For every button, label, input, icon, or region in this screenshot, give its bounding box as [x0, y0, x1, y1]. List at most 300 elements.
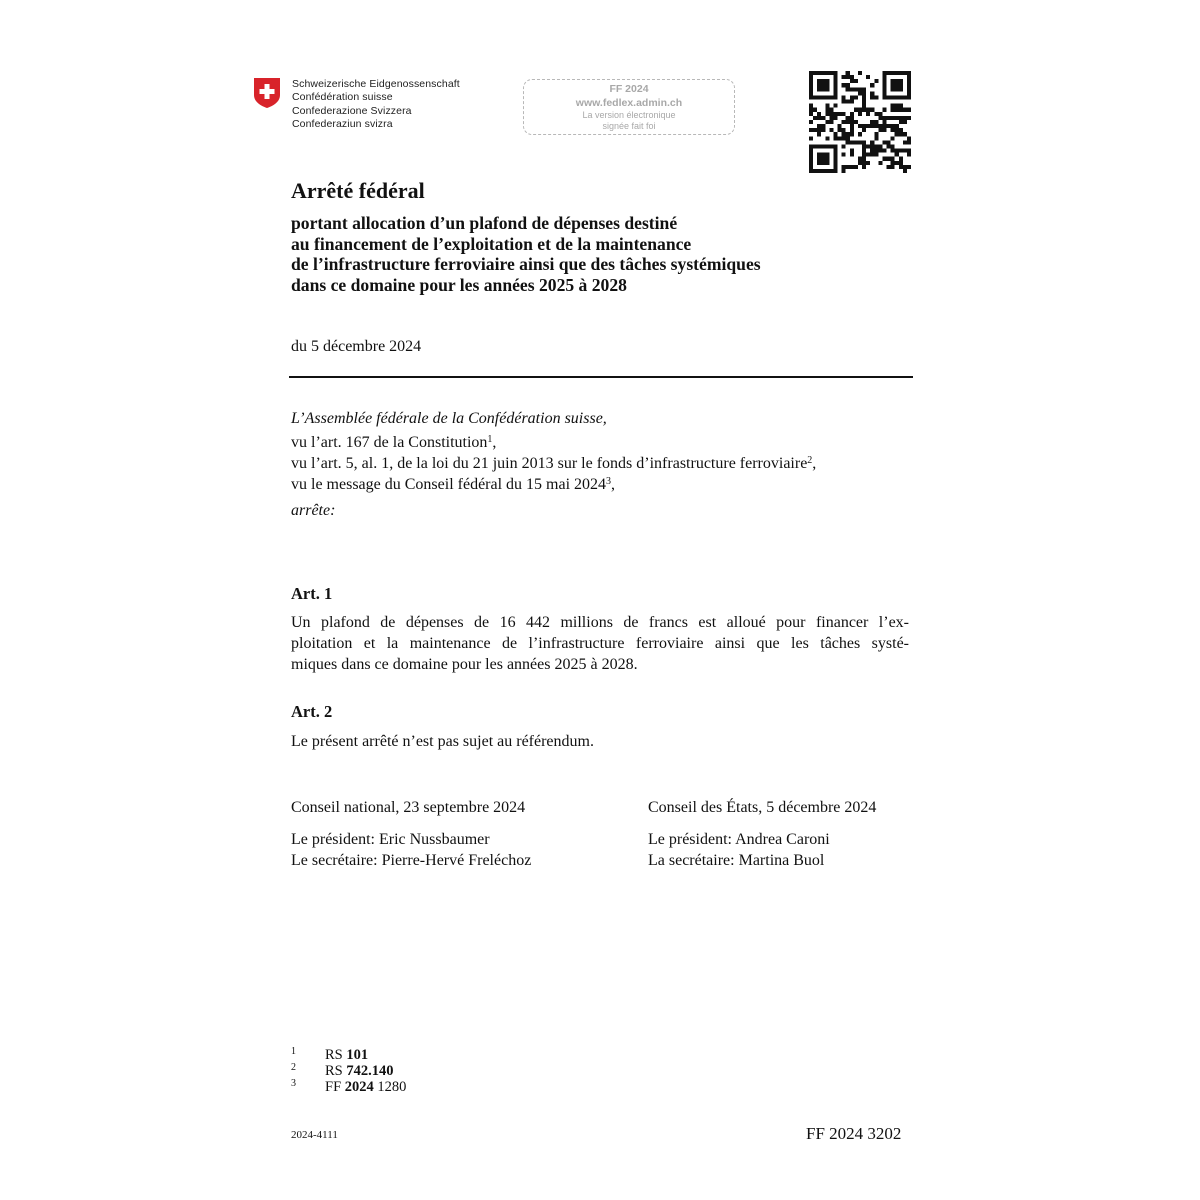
qr-module	[870, 91, 874, 95]
footnote-ref[interactable]: 1	[487, 434, 493, 445]
qr-module	[866, 124, 870, 128]
qr-module	[858, 140, 862, 144]
qr-module	[846, 120, 850, 124]
vu-text: vu l’art. 5, al. 1, de la loi du 21 juin 2013 sur le fonds d’infrastructure ferroviaire	[291, 455, 808, 472]
footnote-prefix: RS	[325, 1063, 347, 1079]
qr-module	[899, 165, 903, 169]
qr-module	[862, 157, 866, 161]
qr-module	[817, 128, 821, 132]
qr-module	[809, 149, 813, 153]
conf-name-rm: Confederaziun svizra	[292, 118, 393, 131]
qr-module	[809, 104, 813, 108]
qr-module	[882, 79, 886, 83]
qr-module	[846, 165, 850, 169]
preamble-assembly: L’Assemblée fédérale de la Confédération suisse,	[291, 410, 607, 427]
qr-module	[829, 144, 833, 148]
qr-module	[825, 144, 829, 148]
qr-module	[854, 120, 858, 124]
qr-module	[833, 165, 837, 169]
qr-module	[887, 140, 891, 144]
qr-module	[866, 75, 870, 79]
document-title: Arrêté fédéral	[291, 178, 425, 203]
subtitle-line: au financement de l’exploitation et de la maintenance	[291, 233, 692, 254]
qr-module	[899, 132, 903, 136]
authenticity-stamp	[523, 79, 735, 135]
qr-module	[809, 144, 813, 148]
vu-end: ,	[611, 476, 616, 493]
qr-module	[809, 95, 813, 99]
qr-module	[833, 169, 837, 173]
conseil-etats-president: Le président: Andrea Caroni	[648, 831, 830, 848]
qr-module	[850, 128, 854, 132]
qr-module	[862, 165, 866, 169]
qr-module	[825, 87, 829, 91]
qr-module	[833, 83, 837, 87]
conseil-national-date: Conseil national, 23 septembre 2024	[291, 799, 526, 816]
qr-module	[907, 95, 911, 99]
qr-module	[878, 124, 882, 128]
qr-module	[874, 120, 878, 124]
qr-module	[833, 104, 837, 108]
qr-module	[850, 149, 854, 153]
conseil-national-president: Le président: Eric Nussbaumer	[291, 831, 490, 848]
conf-name-de: Schweizerische Eidgenossenschaft	[292, 78, 460, 90]
article-line: miques dans ce domaine pour les années 2025 à 2028.	[291, 656, 638, 673]
qr-module	[842, 136, 846, 140]
qr-module	[833, 91, 837, 95]
qr-module	[887, 165, 891, 169]
qr-module	[895, 153, 899, 157]
qr-module	[829, 120, 833, 124]
qr-module	[899, 79, 903, 83]
qr-module	[846, 75, 850, 79]
qr-module	[846, 140, 850, 144]
footnote-text	[325, 1047, 368, 1063]
qr-module	[858, 112, 862, 116]
qr-module	[817, 79, 821, 83]
qr-module	[817, 95, 821, 99]
qr-module	[866, 144, 870, 148]
qr-module	[842, 112, 846, 116]
qr-module	[895, 95, 899, 99]
footnote-text	[325, 1063, 394, 1079]
qr-module	[899, 120, 903, 124]
qr-module	[866, 161, 870, 165]
qr-module	[882, 124, 886, 128]
qr-module	[862, 91, 866, 95]
qr-module	[899, 104, 903, 108]
qr-module	[891, 161, 895, 165]
qr-module	[870, 108, 874, 112]
qr-module	[825, 71, 829, 75]
qr-module	[809, 153, 813, 157]
qr-module	[809, 83, 813, 87]
qr-module	[870, 124, 874, 128]
qr-module	[833, 153, 837, 157]
qr-module	[887, 157, 891, 161]
qr-module	[899, 108, 903, 112]
qr-module	[833, 95, 837, 99]
qr-module	[891, 124, 895, 128]
qr-module	[825, 79, 829, 83]
qr-module	[874, 132, 878, 136]
document-id: 2024-4111	[291, 1129, 338, 1141]
qr-module	[866, 153, 870, 157]
qr-module	[838, 128, 842, 132]
footnote-bold: 101	[346, 1047, 369, 1063]
qr-module	[825, 169, 829, 173]
qr-module	[899, 95, 903, 99]
qr-module	[891, 136, 895, 140]
qr-module	[899, 128, 903, 132]
qr-module	[887, 144, 891, 148]
qr-module	[903, 71, 907, 75]
qr-module	[842, 165, 846, 169]
qr-module	[882, 108, 886, 112]
qr-module	[895, 79, 899, 83]
qr-module	[870, 153, 874, 157]
qr-module	[825, 153, 829, 157]
qr-module	[833, 149, 837, 153]
stamp-ff: FF 2024	[609, 83, 649, 95]
qr-module	[903, 165, 907, 169]
qr-module	[817, 112, 821, 116]
qr-module	[858, 91, 862, 95]
qr-module	[829, 128, 833, 132]
qr-module	[858, 157, 862, 161]
qr-module	[891, 116, 895, 120]
qr-module	[809, 169, 813, 173]
qr-module	[862, 153, 866, 157]
qr-module	[903, 169, 907, 173]
preamble-vu-law	[291, 453, 816, 474]
qr-module	[907, 71, 911, 75]
qr-module	[821, 87, 825, 91]
article-2-heading: Art. 2	[291, 702, 333, 721]
confederation-names	[292, 78, 460, 132]
qr-module	[854, 165, 858, 169]
qr-module	[821, 116, 825, 120]
stamp-line4: signée fait foi	[602, 121, 656, 131]
preamble-arrete: arrête:	[291, 502, 336, 519]
stamp-url: www.fedlex.admin.ch	[575, 97, 683, 109]
qr-module	[846, 83, 850, 87]
qr-module	[858, 161, 862, 165]
qr-module	[817, 153, 821, 157]
qr-module	[838, 124, 842, 128]
qr-module	[842, 75, 846, 79]
qr-module	[882, 140, 886, 144]
article-2-body: Le présent arrêté n’est pas sujet au référendum.	[291, 733, 594, 750]
qr-module	[895, 71, 899, 75]
qr-module	[895, 132, 899, 136]
qr-module	[882, 83, 886, 87]
qr-module	[850, 79, 854, 83]
qr-module	[874, 95, 878, 99]
qr-module	[817, 132, 821, 136]
qr-module	[858, 87, 862, 91]
conf-name-fr: Confédération suisse	[292, 91, 393, 104]
qr-module	[891, 108, 895, 112]
qr-module	[809, 136, 813, 140]
qr-module	[907, 108, 911, 112]
vu-text: vu l’art. 167 de la Constitution	[291, 434, 488, 451]
qr-module	[882, 87, 886, 91]
qr-module	[891, 79, 895, 83]
qr-module	[870, 95, 874, 99]
qr-module	[907, 79, 911, 83]
qr-module	[842, 120, 846, 124]
qr-module	[878, 149, 882, 153]
preamble-vu-constitution	[291, 432, 496, 453]
qr-module	[882, 157, 886, 161]
qr-module	[821, 79, 825, 83]
qr-module	[895, 104, 899, 108]
qr-module	[833, 161, 837, 165]
footnote-number: 1	[291, 1046, 296, 1057]
qr-module	[809, 112, 813, 116]
qr-module	[874, 112, 878, 116]
article-1-body	[291, 612, 909, 675]
qr-module	[817, 169, 821, 173]
qr-module	[829, 108, 833, 112]
qr-module	[903, 140, 907, 144]
qr-module	[882, 71, 886, 75]
qr-module	[874, 124, 878, 128]
qr-module	[854, 140, 858, 144]
qr-module	[850, 95, 854, 99]
qr-module	[833, 112, 837, 116]
qr-module	[833, 87, 837, 91]
footnote-number: 3	[291, 1078, 296, 1089]
footnote-ref[interactable]: 2	[807, 455, 813, 466]
qr-module	[878, 161, 882, 165]
qr-code-icon	[809, 71, 911, 173]
qr-module	[850, 75, 854, 79]
qr-module	[903, 120, 907, 124]
qr-module	[809, 165, 813, 169]
qr-module	[899, 87, 903, 91]
ff-reference: FF 2024 3202	[806, 1124, 902, 1143]
divider	[289, 376, 913, 378]
qr-module	[846, 136, 850, 140]
qr-module	[862, 124, 866, 128]
qr-module	[891, 87, 895, 91]
footnote-ref[interactable]: 3	[606, 476, 612, 487]
qr-module	[874, 136, 878, 140]
qr-module	[862, 161, 866, 165]
qr-module	[903, 132, 907, 136]
qr-module	[817, 161, 821, 165]
qr-module	[882, 149, 886, 153]
qr-module	[882, 120, 886, 124]
qr-module	[903, 108, 907, 112]
qr-module	[862, 87, 866, 91]
qr-module	[907, 91, 911, 95]
qr-module	[858, 71, 862, 75]
qr-module	[899, 161, 903, 165]
footnote-text	[325, 1079, 406, 1095]
qr-module	[842, 95, 846, 99]
qr-module	[891, 83, 895, 87]
qr-module	[846, 71, 850, 75]
qr-module	[825, 83, 829, 87]
qr-module	[870, 83, 874, 87]
qr-module	[833, 132, 837, 136]
qr-module	[866, 112, 870, 116]
qr-module	[817, 124, 821, 128]
vu-end: ,	[492, 434, 497, 451]
footnote-prefix: RS	[325, 1047, 347, 1063]
qr-module	[907, 83, 911, 87]
qr-module	[870, 140, 874, 144]
qr-module	[854, 87, 858, 91]
qr-module	[854, 108, 858, 112]
qr-module	[850, 165, 854, 169]
vu-end: ,	[812, 455, 817, 472]
qr-module	[833, 79, 837, 83]
qr-module	[862, 104, 866, 108]
qr-module	[882, 128, 886, 132]
qr-module	[821, 153, 825, 157]
qr-module	[895, 161, 899, 165]
qr-module	[882, 95, 886, 99]
conseil-etats-date: Conseil des États, 5 décembre 2024	[648, 799, 877, 816]
qr-module	[891, 144, 895, 148]
preamble-vu-message	[291, 474, 615, 495]
qr-module	[829, 95, 833, 99]
conf-name-it: Confederazione Svizzera	[292, 104, 412, 117]
qr-module	[899, 149, 903, 153]
qr-module	[821, 71, 825, 75]
qr-module	[854, 95, 858, 99]
qr-module	[817, 87, 821, 91]
conseil-national-secretary: Le secrétaire: Pierre-Hervé Freléchoz	[291, 852, 532, 869]
qr-module	[838, 112, 842, 116]
qr-module	[850, 124, 854, 128]
qr-module	[891, 71, 895, 75]
qr-module	[809, 79, 813, 83]
qr-module	[907, 140, 911, 144]
document-date: du 5 décembre 2024	[291, 338, 422, 355]
qr-module	[846, 100, 850, 104]
qr-module	[895, 128, 899, 132]
qr-module	[858, 124, 862, 128]
qr-module	[878, 128, 882, 132]
qr-module	[878, 144, 882, 148]
qr-module	[833, 136, 837, 140]
qr-module	[862, 108, 866, 112]
qr-module	[817, 157, 821, 161]
qr-module	[821, 95, 825, 99]
qr-module	[854, 79, 858, 83]
swiss-flag-icon	[253, 77, 281, 109]
qr-module	[903, 116, 907, 120]
qr-module	[817, 116, 821, 120]
document-subtitle	[291, 213, 891, 295]
qr-module	[809, 108, 813, 112]
qr-module	[825, 104, 829, 108]
qr-module	[842, 100, 846, 104]
qr-module	[891, 149, 895, 153]
qr-module	[850, 132, 854, 136]
qr-module	[895, 83, 899, 87]
qr-module	[833, 157, 837, 161]
qr-module	[809, 120, 813, 124]
qr-module	[895, 116, 899, 120]
qr-module	[899, 157, 903, 161]
subtitle-line: de l’infrastructure ferroviaire ainsi que des tâches systémiques	[291, 254, 761, 274]
qr-module	[862, 149, 866, 153]
qr-module	[850, 87, 854, 91]
vu-text: vu le message du Conseil fédéral du 15 mai 2024	[291, 476, 607, 493]
qr-module	[809, 128, 813, 132]
qr-module	[813, 116, 817, 120]
qr-module	[874, 144, 878, 148]
article-line: ploitation et la maintenance de l’infrastructure ferroviaire ainsi que les tâches systé-	[291, 635, 909, 652]
qr-module	[850, 153, 854, 157]
subtitle-line: dans ce domaine pour les années 2025 à 2028	[291, 274, 627, 295]
qr-module	[862, 100, 866, 104]
qr-module	[829, 116, 833, 120]
qr-module	[821, 161, 825, 165]
qr-module	[809, 157, 813, 161]
qr-module	[899, 71, 903, 75]
qr-module	[850, 112, 854, 116]
qr-module	[903, 95, 907, 99]
qr-module	[866, 108, 870, 112]
qr-module	[842, 153, 846, 157]
qr-module	[825, 112, 829, 116]
qr-module	[825, 95, 829, 99]
qr-module	[878, 116, 882, 120]
qr-module	[850, 140, 854, 144]
footnote-bold: 2024	[344, 1079, 374, 1095]
subtitle-line: portant allocation d’un plafond de dépenses destiné	[291, 213, 678, 233]
qr-module	[882, 116, 886, 120]
qr-module	[887, 124, 891, 128]
qr-module	[842, 144, 846, 148]
qr-module	[891, 157, 895, 161]
qr-module	[870, 144, 874, 148]
qr-module	[874, 149, 878, 153]
qr-module	[825, 161, 829, 165]
qr-module	[817, 71, 821, 75]
qr-module	[809, 71, 813, 75]
qr-module	[829, 169, 833, 173]
qr-module	[809, 87, 813, 91]
qr-module	[895, 108, 899, 112]
qr-module	[838, 136, 842, 140]
qr-module	[813, 169, 817, 173]
qr-module	[907, 165, 911, 169]
footnote-bold: 742.140	[346, 1063, 394, 1079]
qr-module	[825, 108, 829, 112]
qr-module	[829, 71, 833, 75]
footnote-number: 2	[291, 1062, 296, 1073]
qr-module	[821, 144, 825, 148]
qr-module	[809, 75, 813, 79]
qr-module	[882, 75, 886, 79]
qr-module	[862, 144, 866, 148]
qr-module	[891, 104, 895, 108]
qr-module	[862, 95, 866, 99]
qr-module	[891, 128, 895, 132]
qr-module	[874, 79, 878, 83]
qr-module	[813, 144, 817, 148]
qr-module	[825, 136, 829, 140]
qr-module	[821, 128, 825, 132]
